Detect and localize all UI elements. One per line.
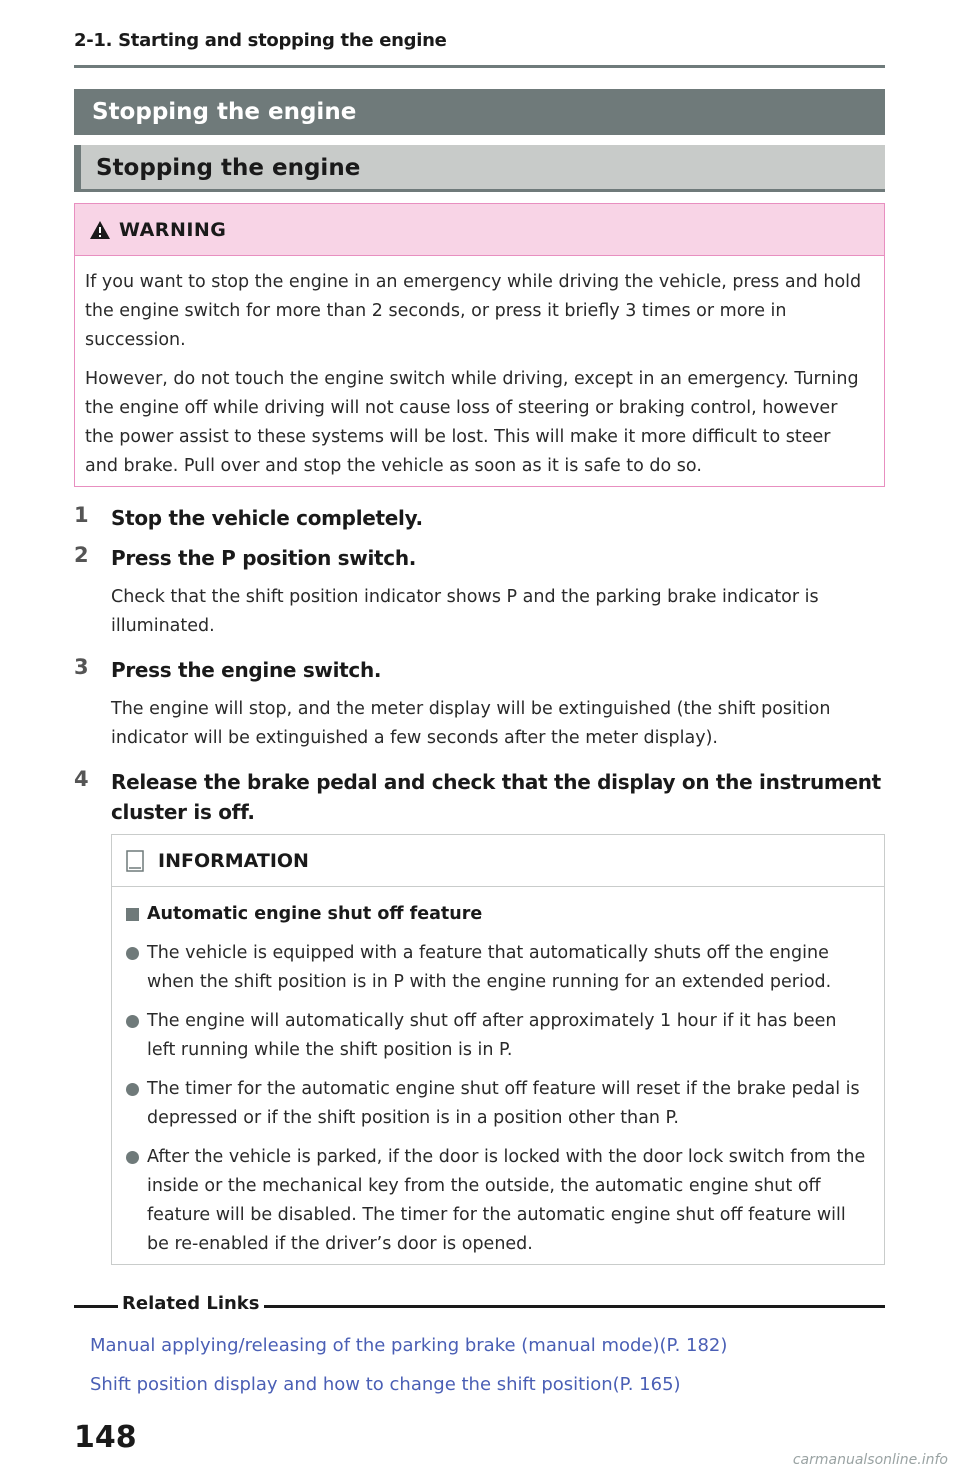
bullet-text: The engine will automatically shut off after approximately 1 hour if it has been left running while the shift position is in P. [147, 1011, 837, 1060]
section-header: 2-1. Starting and stopping the engine [74, 30, 447, 51]
step-number: 3 [74, 655, 89, 679]
related-rule-right [246, 1305, 885, 1308]
step-item [74, 543, 885, 573]
step-number: 4 [74, 767, 89, 791]
subsection-title-bar: Stopping the engine [74, 145, 885, 192]
procedure-steps [74, 503, 885, 837]
warning-triangle-icon [89, 220, 111, 240]
information-header [112, 835, 884, 887]
warning-paragraph: However, do not touch the engine switch while driving, except in an emergency. Turning the engine off while driving will not cause loss of steering or braking control, however the power assist to these systems will be lost. This will make it more difficult to steer and brake. Pull over and stop the vehicle as soon as it is safe to do so. [85, 369, 859, 476]
bullet-dot-icon [126, 947, 139, 960]
info-bullet [126, 939, 870, 997]
bullet-dot-icon [126, 1151, 139, 1164]
step-number: 2 [74, 543, 89, 567]
step-description: Check that the shift position indicator shows P and the parking brake indicator is illuminated. [111, 587, 819, 636]
step-title: Stop the vehicle completely. [111, 506, 423, 530]
bullet-text: The vehicle is equipped with a feature that automatically shuts off the engine when the shift position is in P with the engine running for an extended period. [147, 943, 832, 992]
square-bullet-icon [126, 908, 139, 921]
information-title: INFORMATION [158, 849, 309, 872]
section-title-bar: Stopping the engine [74, 89, 885, 135]
related-links-title: Related Links [118, 1293, 264, 1314]
info-bullet [126, 1143, 870, 1259]
bullet-dot-icon [126, 1083, 139, 1096]
step-item [74, 503, 885, 533]
step-item [74, 767, 885, 827]
info-bullet [126, 1007, 870, 1065]
bullet-text: The timer for the automatic engine shut off feature will reset if the brake pedal is depressed or if the shift position is in a position other than P. [147, 1079, 860, 1128]
information-subheading [126, 899, 870, 929]
info-bullet [126, 1075, 870, 1133]
warning-body [75, 256, 884, 481]
warning-header [75, 204, 884, 256]
information-body [112, 887, 884, 1259]
related-link-shift-position[interactable]: Shift position display and how to change the shift position(P. 165) [90, 1374, 681, 1395]
header-divider [74, 65, 885, 68]
bullet-dot-icon [126, 1015, 139, 1028]
step-description: The engine will stop, and the meter display will be extinguished (the shift position indicator will be extinguished a few seconds after the meter display). [111, 699, 831, 748]
page-number: 148 [74, 1420, 137, 1455]
bullet-text: After the vehicle is parked, if the door is locked with the door lock switch from the inside or the mechanical key from the outside, the automatic engine shut off feature will be disabled. The timer for the automatic engine shut off feature will be re-enabled if the driver’s door is opened. [147, 1147, 866, 1254]
warning-title: WARNING [119, 218, 227, 241]
warning-paragraph: If you want to stop the engine in an emergency while driving the vehicle, press and hold the engine switch for more than 2 seconds, or press it briefly 3 times or more in succession. [85, 272, 862, 350]
book-icon [126, 850, 144, 872]
step-title: Release the brake pedal and check that the display on the instrument cluster is off. [111, 770, 881, 824]
related-links-header [74, 1294, 885, 1320]
watermark: carmanualsonline.info [792, 1452, 948, 1468]
related-link-parking-brake[interactable]: Manual applying/releasing of the parking brake (manual mode)(P. 182) [90, 1335, 728, 1356]
information-box [111, 834, 885, 1265]
step-item [74, 655, 885, 685]
warning-box [74, 203, 885, 487]
step-number: 1 [74, 503, 89, 527]
step-title: Press the P position switch. [111, 546, 417, 570]
related-rule-left [74, 1305, 118, 1308]
step-title: Press the engine switch. [111, 658, 382, 682]
subheading-text: Automatic engine shut off feature [147, 904, 483, 924]
